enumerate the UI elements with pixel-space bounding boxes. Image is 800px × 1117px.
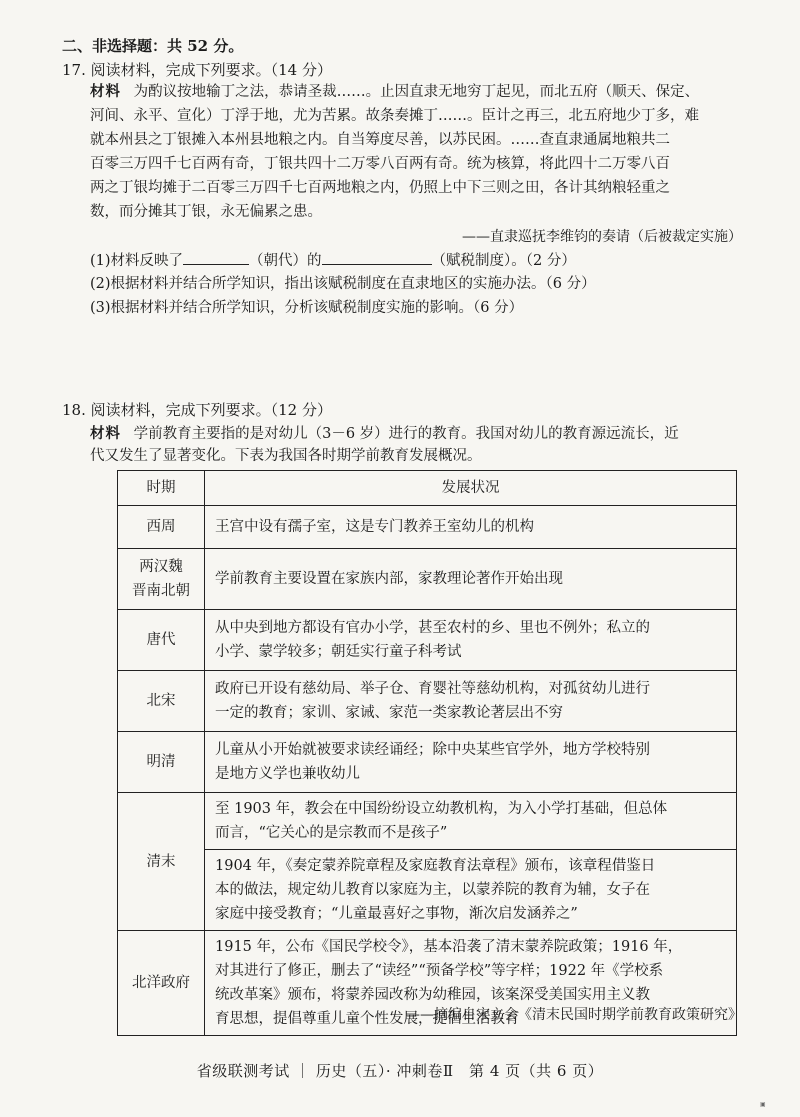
table-cell-desc: 从中央到地方都设有官办小学，甚至农村的乡、里也不例外；私立的 小学、蒙学较多；朝廷实行童子科考试 [205, 610, 737, 671]
section-title: 二、非选择题：共 52 分。 [62, 37, 244, 55]
q17-material-label: 材料 [90, 83, 121, 100]
table-cell-period: 清末 [118, 793, 205, 931]
table-cell-period: 北宋 [118, 671, 205, 732]
table-cell-period: 明清 [118, 732, 205, 793]
table-cell-desc: 学前教育主要设置在家族内部，家教理论著作开始出现 [205, 549, 737, 610]
table-cell-period: 唐代 [118, 610, 205, 671]
table-header-period: 时期 [118, 471, 205, 506]
answer-blank-tax-system[interactable] [322, 250, 432, 265]
q17-sub2: (2)根据材料并结合所学知识，指出该赋税制度在直隶地区的实施办法。（6 分） [90, 276, 596, 292]
table-cell-desc: 王宫中设有孺子室，这是专门教养王室幼儿的机构 [205, 506, 737, 549]
table-cell-period: 两汉魏 晋南北朝 [118, 549, 205, 610]
q17-sub1 [90, 250, 576, 271]
q17-material-line-1 [90, 82, 699, 102]
q17-title: 17. 阅读材料，完成下列要求。（14 分） [62, 61, 332, 79]
q18-source: ——摘编自宋立会《清末民国时期学前教育政策研究》 [406, 1007, 742, 1023]
table-row [118, 732, 737, 793]
preschool-education-table [117, 470, 737, 1036]
table-row [118, 549, 737, 610]
q17-material-line-6: 数，而分摊其丁银，永无偏累之患。 [90, 204, 322, 220]
q17-sub1-text-b: （朝代）的 [249, 253, 322, 269]
q17-material-line-2: 河间、永平、宣化）丁浮于地，尤为苦累。故条奏摊丁……。臣计之再三，北五府地少丁多，难 [90, 108, 699, 124]
q17-material-line-4: 百零三万四千七百两有奇，丁银共四十二万零八百两有奇。统为核算，将此四十二万零八百 [90, 156, 670, 172]
table-cell-desc: 1915 年，公布《国民学校令》，基本沿袭了清末蒙养院政策；1916 年， 对其进行了修正，删去了“读经”“预备学校”等字样；1922 年《学校系 统改革案》颁布，将蒙养园改称为幼稚园，该案深受美国实用主义教 育思想，提倡尊重儿童个性发展，提倡生活教育 [205, 931, 737, 1036]
q17-material-text-1: 为酌议按地输丁之法，恭请圣裁……。止因直隶无地穷丁起见，而北五府（顺天、保定、 [133, 84, 700, 100]
q17-sub1-text-c: （赋税制度）。（2 分） [431, 253, 576, 269]
table-cell-desc: 至 1903 年，教会在中国纷纷设立幼教机构，为入小学打基础，但总体 而言，“它关心的是宗教而不是孩子” [205, 793, 737, 850]
q18-intro-line-2: 代又发生了显著变化。下表为我国各时期学前教育发展概况。 [90, 448, 482, 464]
q17-sub3: (3)根据材料并结合所学知识，分析该赋税制度实施的影响。（6 分） [90, 300, 524, 316]
q18-intro-text-1: 学前教育主要指的是对幼儿（3－6 岁）进行的教育。我国对幼儿的教育源远流长，近 [133, 426, 679, 442]
q18-material-label: 材料 [90, 425, 121, 442]
q17-sub1-text-a: (1)材料反映了 [90, 253, 184, 269]
table-row [118, 793, 737, 850]
q17-material-line-3: 就本州县之丁银摊入本州县地粮之内。自当筹度尽善，以苏民困。……查直隶通属地粮共二 [90, 132, 670, 148]
answer-blank-dynasty[interactable] [183, 250, 249, 265]
table-cell-period: 北洋政府 [118, 931, 205, 1036]
q17-material-line-5: 两之丁银均摊于二百零三万四千七百两地粮之内，仍照上中下三则之田，各计其纳粮轻重之 [90, 180, 670, 196]
q18-intro-line-1 [90, 424, 679, 444]
table-row [118, 671, 737, 732]
table-row [118, 506, 737, 549]
table-cell-desc: 儿童从小开始就被要求读经诵经；除中央某些官学外，地方学校特别 是地方义学也兼收幼儿 [205, 732, 737, 793]
table-row [118, 610, 737, 671]
watermark-logo: ▣ [760, 1101, 766, 1108]
table-cell-desc: 政府已开设有慈幼局、举子仓、育婴社等慈幼机构，对孤贫幼儿进行 一定的教育；家训、家诫、家范一类家教论著层出不穷 [205, 671, 737, 732]
table-header-status: 发展状况 [205, 471, 737, 506]
table-cell-desc: 1904 年，《奏定蒙养院章程及家庭教育法章程》颁布，该章程借鉴日 本的做法，规定幼儿教育以家庭为主，以蒙养院的教育为辅，女子在 家庭中接受教育；“儿童最喜好之事物，渐次启发涵养之” [205, 850, 737, 931]
table-row [118, 850, 737, 931]
q18-title: 18. 阅读材料，完成下列要求。（12 分） [62, 401, 332, 419]
table-cell-period: 西周 [118, 506, 205, 549]
table-header-row [118, 471, 737, 506]
q17-source: ——直隶巡抚李维钧的奏请（后被裁定实施） [462, 229, 742, 245]
page-footer: 省级联测考试 ｜ 历史（五）· 冲刺卷Ⅱ 第 4 页（共 6 页） [196, 1062, 604, 1080]
